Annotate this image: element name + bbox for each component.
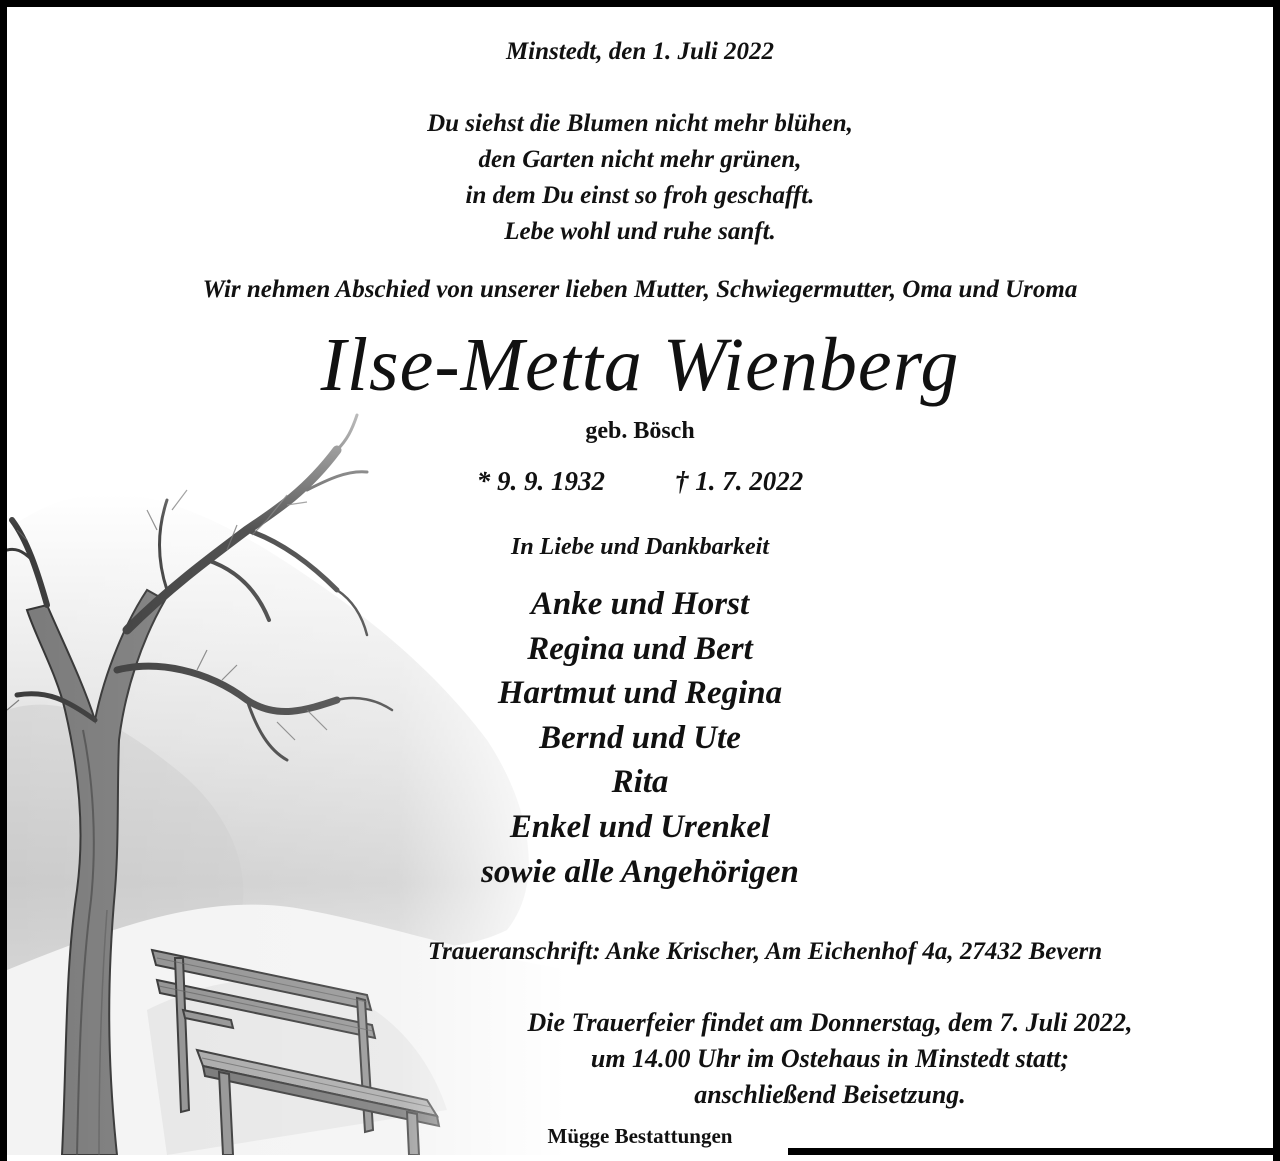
life-dates [0, 466, 1280, 497]
death-date: † 1. 7. 2022 [675, 466, 804, 496]
farewell-intro: Wir nehmen Abschied von unserer lieben Mutter, Schwiegermutter, Oma und Uroma [202, 276, 1078, 303]
birth-date: * 9. 9. 1932 [476, 466, 605, 496]
mourner: Anke und Horst [530, 586, 750, 622]
mourner: Bernd und Ute [539, 719, 741, 756]
poem-line: in dem Du einst so froh geschafft. [465, 182, 815, 209]
mourner: sowie alle Angehörigen [481, 853, 799, 890]
mourner: Regina und Bert [527, 630, 753, 667]
poem-line: den Garten nicht mehr grünen, [478, 146, 802, 173]
mourner: Rita [611, 764, 669, 801]
deceased-name: Ilse-Metta Wienberg [320, 323, 960, 407]
service-line: um 14.00 Uhr im Ostehaus in Minstedt statt; [590, 1044, 1070, 1073]
funeral-agency: Mügge Bestattungen [547, 1124, 733, 1148]
mourner: Hartmut und Regina [497, 675, 783, 712]
mourners-list [0, 582, 1280, 894]
service-line: anschließend Beisetzung. [694, 1080, 966, 1109]
poem-line: Lebe wohl und ruhe sanft. [504, 218, 776, 245]
bottom-rule-right [788, 1148, 1280, 1155]
place-date: Minstedt, den 1. Juli 2022 [505, 38, 775, 65]
service-line: Die Trauerfeier findet am Donnerstag, dem 7. Juli 2022, [527, 1008, 1133, 1037]
poem [0, 106, 1280, 250]
funeral-service-info [440, 1005, 1220, 1113]
mourner: Enkel und Urenkel [509, 808, 771, 845]
poem-line: Du siehst die Blumen nicht mehr blühen, [427, 110, 853, 137]
thanks-line: In Liebe und Dankbarkeit [510, 534, 770, 560]
mourning-address: Traueranschrift: Anke Krischer, Am Eichenhof 4a, 27432 Bevern [427, 938, 1103, 965]
maiden-name: geb. Bösch [585, 418, 695, 444]
